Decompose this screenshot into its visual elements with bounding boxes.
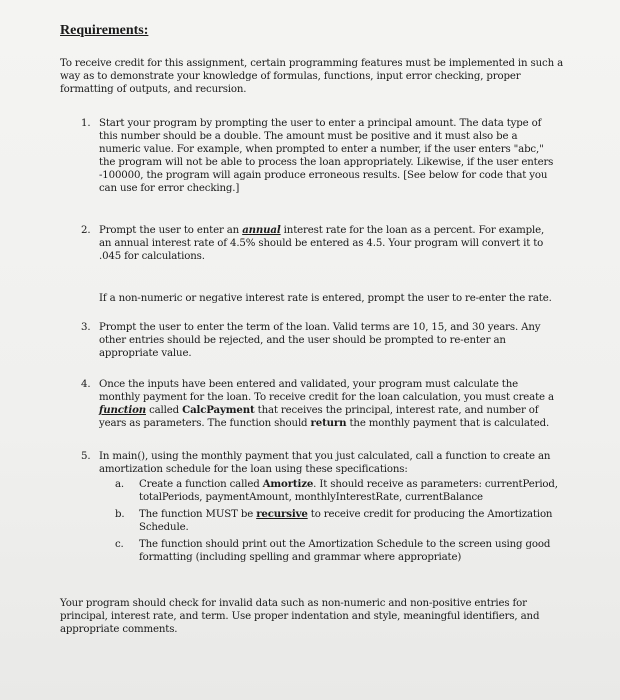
subitem-letter: b. [115, 509, 125, 520]
item-text-part: Prompt the user to enter an [99, 225, 243, 236]
requirement-item-5 [81, 450, 556, 476]
subitem-text: The function should print out the Amortization Schedule to the screen using good formatting (including spelling and grammar where appropriate) [139, 539, 551, 563]
item-text-part: that receives the principal, interest rate, and number of years as parameters. The function should [99, 405, 539, 429]
item-number: 1. [81, 118, 91, 129]
requirement-item-1 [81, 117, 556, 195]
item-number: 4. [81, 379, 91, 390]
item-text-part: Once the inputs have been entered and validated, your program must calculate the monthly payment for the loan. To receive credit for the loan calculation, you must create a [99, 379, 554, 403]
subitem-text-part: Create a function called [139, 479, 263, 490]
requirement-item-4 [81, 378, 556, 430]
emphasis-function: function [99, 404, 146, 416]
subitem-text-part: . It should receive as parameters: currentPeriod, totalPeriods, paymentAmount, monthlyInterestRate, currentBalance [139, 479, 558, 503]
subitem-text-part: The function MUST be [139, 509, 257, 520]
item-text: In main(), using the monthly payment that you just calculated, call a function to create an amortization schedule for the loan using these specifications: [99, 451, 551, 475]
item-text: Prompt the user to enter the term of the loan. Valid terms are 10, 15, and 30 years. Any other entries should be rejected, and the user should be prompted to re-enter an appropriate value. [99, 322, 541, 359]
item-text: Start your program by prompting the user to enter a principal amount. The data type of this number should be a double. The amount must be positive and it must also be a numeric value. For example, when prompted to enter a number, if the user enters "abc," the program will not be able to process the loan appropriately. Likewise, if the user enters -100000, the program will again produce erroneous results. [See below for code that you can use for error checking.] [99, 118, 554, 194]
requirements-title: Requirements: [60, 23, 149, 38]
amortization-sublist [115, 478, 565, 568]
requirement-item-3 [81, 321, 556, 360]
subitem-letter: a. [115, 479, 125, 490]
emphasis-return: return [310, 417, 347, 429]
subitem-a [115, 478, 565, 504]
subitem-c [115, 538, 565, 564]
outro-paragraph: Your program should check for invalid data such as non-numeric and non-positive entries for principal, interest rate, and term. Use proper indentation and style, meaningful identifiers, and appropriate comments. [60, 598, 540, 635]
intro-paragraph: To receive credit for this assignment, certain programming features must be implemented in such a way as to demonstrate your knowledge of formulas, functions, input error checking, proper formatting of outputs, and recursion. [60, 58, 564, 95]
emphasis-annual: annual [242, 224, 281, 236]
item-text-part: called [145, 405, 183, 416]
item-number: 5. [81, 451, 91, 462]
emphasis-recursive: recursive [256, 508, 308, 520]
subitem-text [139, 508, 565, 534]
item-text-part: the monthly payment that is calculated. [346, 418, 550, 429]
subitem-b [115, 508, 565, 534]
item-number: 2. [81, 225, 91, 236]
subitem-text-part: to receive credit for producing the Amortization Schedule. [139, 509, 553, 533]
item-text [99, 378, 556, 430]
item-text [99, 224, 556, 263]
interest-rate-note: If a non-numeric or negative interest rate is entered, prompt the user to re-enter the rate. [99, 293, 552, 304]
subitem-letter: c. [115, 539, 124, 550]
requirement-item-2 [81, 224, 556, 263]
emphasis-calcpayment: CalcPayment [182, 404, 255, 416]
subitem-text [139, 478, 565, 504]
item-number: 3. [81, 322, 91, 333]
item-text-part: interest rate for the loan as a percent. For example, an annual interest rate of 4.5% should be entered as 4.5. Your program will convert it to .045 for calculations. [99, 225, 545, 262]
emphasis-amortize: Amortize [262, 478, 314, 490]
